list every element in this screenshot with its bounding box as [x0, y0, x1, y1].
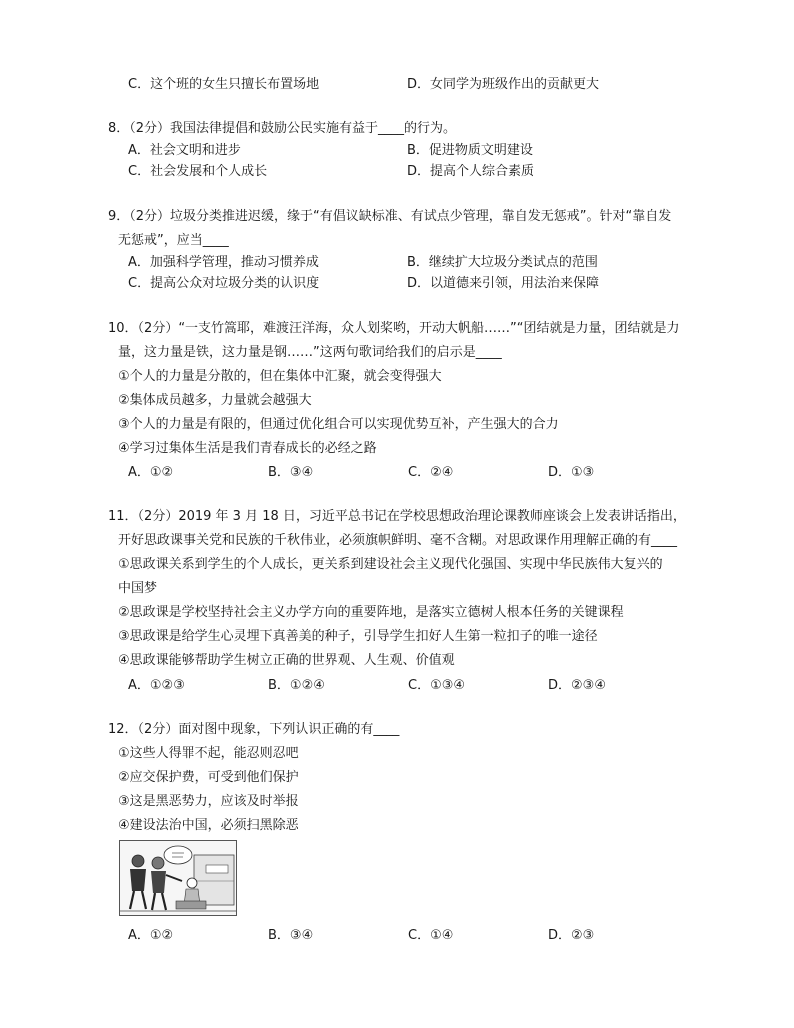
q8-option-c: C．社会发展和个人成长 [128, 164, 268, 179]
q12-item-2: ②应交保护费，可受到他们保护 [118, 770, 299, 785]
q11-stem-line2: 开好思政课事关党和民族的千秋伟业，必须旗帜鲜明、毫不含糊。对思政课作用理解正确的有____ [118, 533, 678, 548]
q10-stem-line2: 量，这力量是铁，这力量是钢……”这两句歌词给我们的启示是____ [118, 345, 502, 360]
q11-stem-line1: 11．（2分）2019 年 3 月 18 日，习近平总书记在学校思想政治理论课教师座谈会上发表讲话指出， [108, 509, 686, 524]
q10-option-a: A．①② [128, 465, 174, 480]
q12-item-3: ③这是黑恶势力，应该及时举报 [118, 794, 299, 809]
q7-option-d: D．女同学为班级作出的贡献更大 [407, 77, 600, 92]
q11-item-1-line1: ①思政课关系到学生的个人成长，更关系到建设社会主义现代化强国、实现中华民族伟大复兴的 [118, 557, 663, 572]
q10-item-3: ③个人的力量是有限的，但通过优化组合可以实现优势互补，产生强大的合力 [118, 417, 559, 432]
q11-item-1-line2: 中国梦 [118, 581, 158, 596]
q11-option-d: D．②③④ [548, 678, 606, 693]
q12-option-a: A．①② [128, 928, 174, 943]
q10-option-b: B．③④ [268, 465, 314, 480]
q12-cartoon-image [119, 840, 237, 916]
q11-item-4: ④思政课能够帮助学生树立正确的世界观、人生观、价值观 [118, 653, 455, 668]
q9-stem-line1: 9．（2分）垃圾分类推进迟缓，缘于“有倡议缺标准、有试点少管理，靠自发无惩戒”。针对“靠自发 [108, 209, 672, 224]
q9-option-c: C．提高公众对垃圾分类的认识度 [128, 276, 320, 291]
q12-option-c: C．①④ [408, 928, 454, 943]
q11-item-3: ③思政课是给学生心灵埋下真善美的种子，引导学生扣好人生第一粒扣子的唯一途径 [118, 629, 598, 644]
q12-item-4: ④建设法治中国，必须扫黑除恶 [118, 818, 299, 833]
q10-item-2: ②集体成员越多，力量就会越强大 [118, 393, 312, 408]
q9-option-d: D．以道德来引领，用法治来保障 [407, 276, 600, 291]
q11-option-b: B．①②④ [268, 678, 325, 693]
q11-option-c: C．①③④ [408, 678, 466, 693]
q12-stem: 12．（2分）面对图中现象，下列认识正确的有____ [108, 722, 400, 737]
q10-option-d: D．①③ [548, 465, 595, 480]
q8-option-b: B．促进物质文明建设 [407, 143, 533, 158]
q9-option-a: A．加强科学管理，推动习惯养成 [128, 255, 319, 270]
cartoon-drawing [120, 841, 236, 915]
q7-option-c: C．这个班的女生只擅长布置场地 [128, 77, 320, 92]
q10-option-c: C．②④ [408, 465, 454, 480]
q9-option-b: B．继续扩大垃圾分类试点的范围 [407, 255, 598, 270]
q8-stem: 8．（2分）我国法律提倡和鼓励公民实施有益于____的行为。 [108, 121, 457, 136]
q10-item-4: ④学习过集体生活是我们青春成长的必经之路 [118, 441, 377, 456]
q12-option-b: B．③④ [268, 928, 314, 943]
q12-option-d: D．②③ [548, 928, 595, 943]
q11-option-a: A．①②③ [128, 678, 185, 693]
q10-item-1: ①个人的力量是分散的，但在集体中汇聚，就会变得强大 [118, 369, 442, 384]
q11-item-2: ②思政课是学校坚持社会主义办学方向的重要阵地，是落实立德树人根本任务的关键课程 [118, 605, 624, 620]
q8-option-a: A．社会文明和进步 [128, 143, 241, 158]
q9-stem-line2: 无惩戒”，应当____ [118, 233, 229, 248]
q8-option-d: D．提高个人综合素质 [407, 164, 535, 179]
q12-item-1: ①这些人得罪不起，能忍则忍吧 [118, 746, 299, 761]
q10-stem-line1: 10．（2分）“一支竹篙耶，难渡汪洋海，众人划桨哟，开动大帆船……”“团结就是力量，团结就是力 [108, 321, 680, 336]
